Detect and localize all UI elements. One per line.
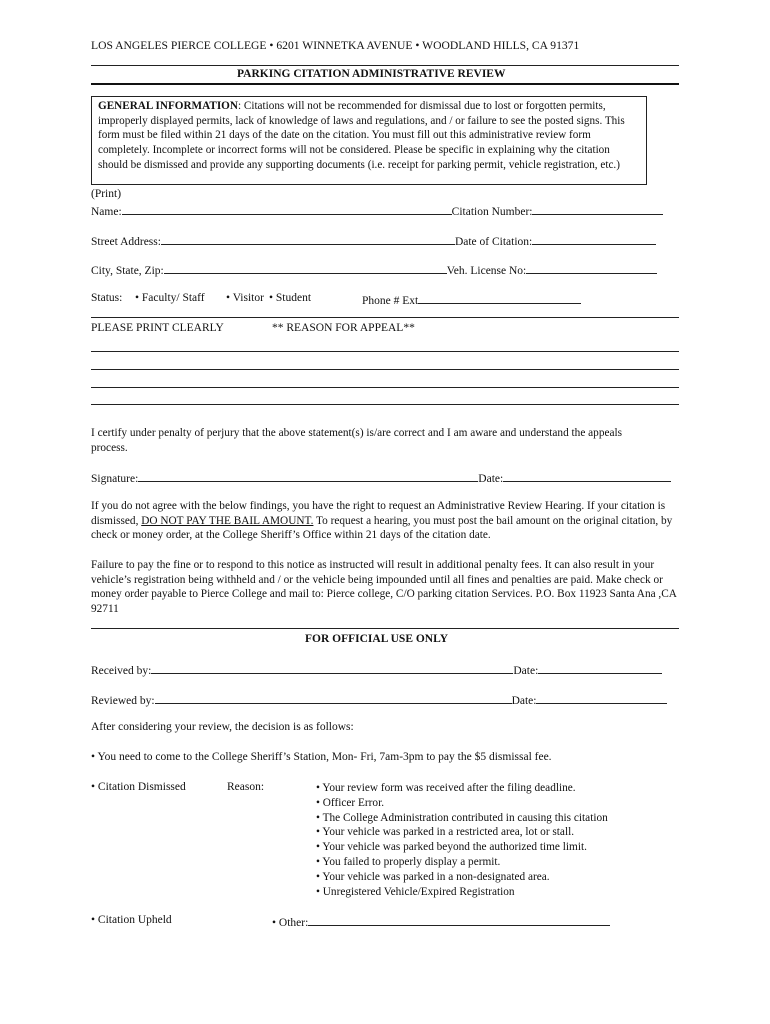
city-state-zip-field[interactable] (164, 262, 447, 274)
signature-field[interactable] (138, 470, 478, 482)
print-note: (Print) (91, 188, 122, 200)
date-of-citation-field[interactable] (532, 233, 656, 245)
signature-row (91, 470, 671, 485)
received-date-field[interactable] (538, 662, 662, 674)
name-field[interactable] (122, 203, 452, 215)
appeal-line-4[interactable] (91, 404, 679, 405)
reason-late-filing[interactable]: • Your review form was received after the filing deadline. (316, 782, 576, 794)
status-option-faculty-staff[interactable]: • Faculty/ Staff (135, 292, 205, 304)
street-address-label: Street Address: (91, 236, 161, 248)
vehicle-license-field[interactable] (526, 262, 657, 274)
name-row (91, 203, 663, 218)
citation-number-field[interactable] (532, 203, 663, 215)
appeal-divider (91, 317, 679, 318)
street-row (91, 233, 656, 248)
appeal-line-3[interactable] (91, 387, 679, 388)
print-clearly-note: PLEASE PRINT CLEARLY (91, 322, 224, 334)
date-of-citation-label: Date of Citation: (454, 236, 533, 248)
reason-permit-display[interactable]: • You failed to properly display a permit. (316, 855, 501, 868)
hearing-notice-text-2: To request a hearing, you must post the bail amount on the original citation, by check or money order, at the College Sheriff’s Office within 21 days of the citation date. (91, 514, 673, 542)
reason-unregistered-vehicle[interactable]: • Unregistered Vehicle/Expired Registration (316, 885, 515, 898)
name-label: Name: (91, 206, 122, 218)
decision-citation-upheld[interactable]: • Citation Upheld (91, 914, 172, 926)
reason-time-limit[interactable]: • Your vehicle was parked beyond the authorized time limit. (316, 841, 587, 854)
reason-restricted-area[interactable]: • Your vehicle was parked in a restricted area, lot or stall. (316, 826, 575, 839)
official-use-heading: FOR OFFICIAL USE ONLY (305, 633, 449, 645)
signature-date-label: Date: (478, 473, 504, 485)
general-information-label: GENERAL INFORMATION (98, 100, 238, 112)
street-address-field[interactable] (161, 233, 455, 245)
received-date-label: Date: (513, 665, 539, 677)
reviewed-date-field[interactable] (536, 692, 667, 704)
do-not-pay-warning: DO NOT PAY THE BAIL AMOUNT. (141, 514, 314, 527)
phone-ext-label: Phone # Ext (362, 295, 419, 307)
other-label: • Other: (272, 917, 309, 929)
college-address-line: LOS ANGELES PIERCE COLLEGE • 6201 WINNETKA AVENUE • WOODLAND HILLS, CA 91371 (91, 39, 580, 52)
other-field[interactable] (308, 914, 610, 926)
decision-intro: After considering your review, the decision is as follows: (91, 721, 354, 733)
signature-date-field[interactable] (503, 470, 671, 482)
status-option-visitor[interactable]: • Visitor (226, 292, 264, 304)
dismissal-reason-list (316, 781, 608, 899)
citation-number-label: Citation Number: (451, 206, 533, 218)
reviewed-by-label: Reviewed by: (91, 695, 155, 707)
official-divider (91, 628, 679, 629)
received-by-field[interactable] (151, 662, 513, 674)
reason-non-designated-area[interactable]: • Your vehicle was parked in a non-designated area. (316, 870, 550, 883)
vehicle-license-label: Veh. License No: (446, 265, 527, 277)
reviewed-row (91, 692, 667, 707)
hearing-notice-text: If you do not agree with the below findings, you have the right to request an Administrative Review Hearing. If your citation is dismissed, (91, 500, 666, 527)
reviewed-by-field[interactable] (155, 692, 512, 704)
received-row (91, 662, 662, 677)
failure-to-pay-notice: Failure to pay the fine or to respond to this notice as instructed will result in additional penalty fees. It can also result in your vehicle’s registration being withheld and / or the vehicle being impounded until all fines and penalties are paid. Make check or money order payable to Pierce College and mail to: Pierce college, C/O parking citation Services. P.O. Box 11923 Santa Ana ,CA 92711 (91, 559, 677, 616)
general-information-text: : Citations will not be recommended for dismissal due to lost or forgotten permits, improperly displayed permits, lack of knowledge of laws and regulations, and / or failure to see the posted signs. This form must be filed within 21 days of the date on the citation. You must fill out this administrative review form completely. Incomplete or incorrect forms will not be considered. Please be specific in explaining why the citation should be dismissed and provide any supporting documents (i.e. receipt for parking permit, vehicle registration, etc.) (98, 100, 625, 171)
reason-administration-contributed[interactable]: • The College Administration contributed in causing this citation (316, 811, 608, 824)
phone-ext-field[interactable] (418, 292, 581, 304)
status-option-student[interactable]: • Student (269, 292, 312, 304)
form-title: PARKING CITATION ADMINISTRATIVE REVIEW (237, 68, 506, 80)
status-label: Status: (91, 292, 123, 304)
general-information-box (91, 96, 647, 185)
reason-officer-error[interactable]: • Officer Error. (316, 796, 385, 809)
hearing-notice (91, 499, 683, 543)
header-divider (91, 65, 679, 66)
certify-statement: I certify under penalty of perjury that the above statement(s) is/are correct and I am aware and understand the appeals process. (91, 427, 623, 454)
title-divider (91, 83, 679, 85)
decision-citation-dismissed[interactable]: • Citation Dismissed (91, 781, 186, 793)
phone-row (362, 292, 581, 307)
city-row (91, 262, 657, 277)
received-by-label: Received by: (91, 665, 152, 677)
other-row (272, 914, 610, 929)
signature-label: Signature: (91, 473, 139, 485)
reviewed-date-label: Date: (511, 695, 537, 707)
decision-sheriff-station[interactable]: • You need to come to the College Sheriff’s Station, Mon- Fri, 7am-3pm to pay the $5 dismissal fee. (91, 751, 552, 763)
appeal-line-2[interactable] (91, 369, 679, 370)
city-state-zip-label: City, State, Zip: (91, 265, 164, 277)
dismissal-reason-label: Reason: (227, 781, 265, 793)
reason-for-appeal-heading: ** REASON FOR APPEAL** (272, 322, 415, 334)
appeal-line-1[interactable] (91, 351, 679, 352)
